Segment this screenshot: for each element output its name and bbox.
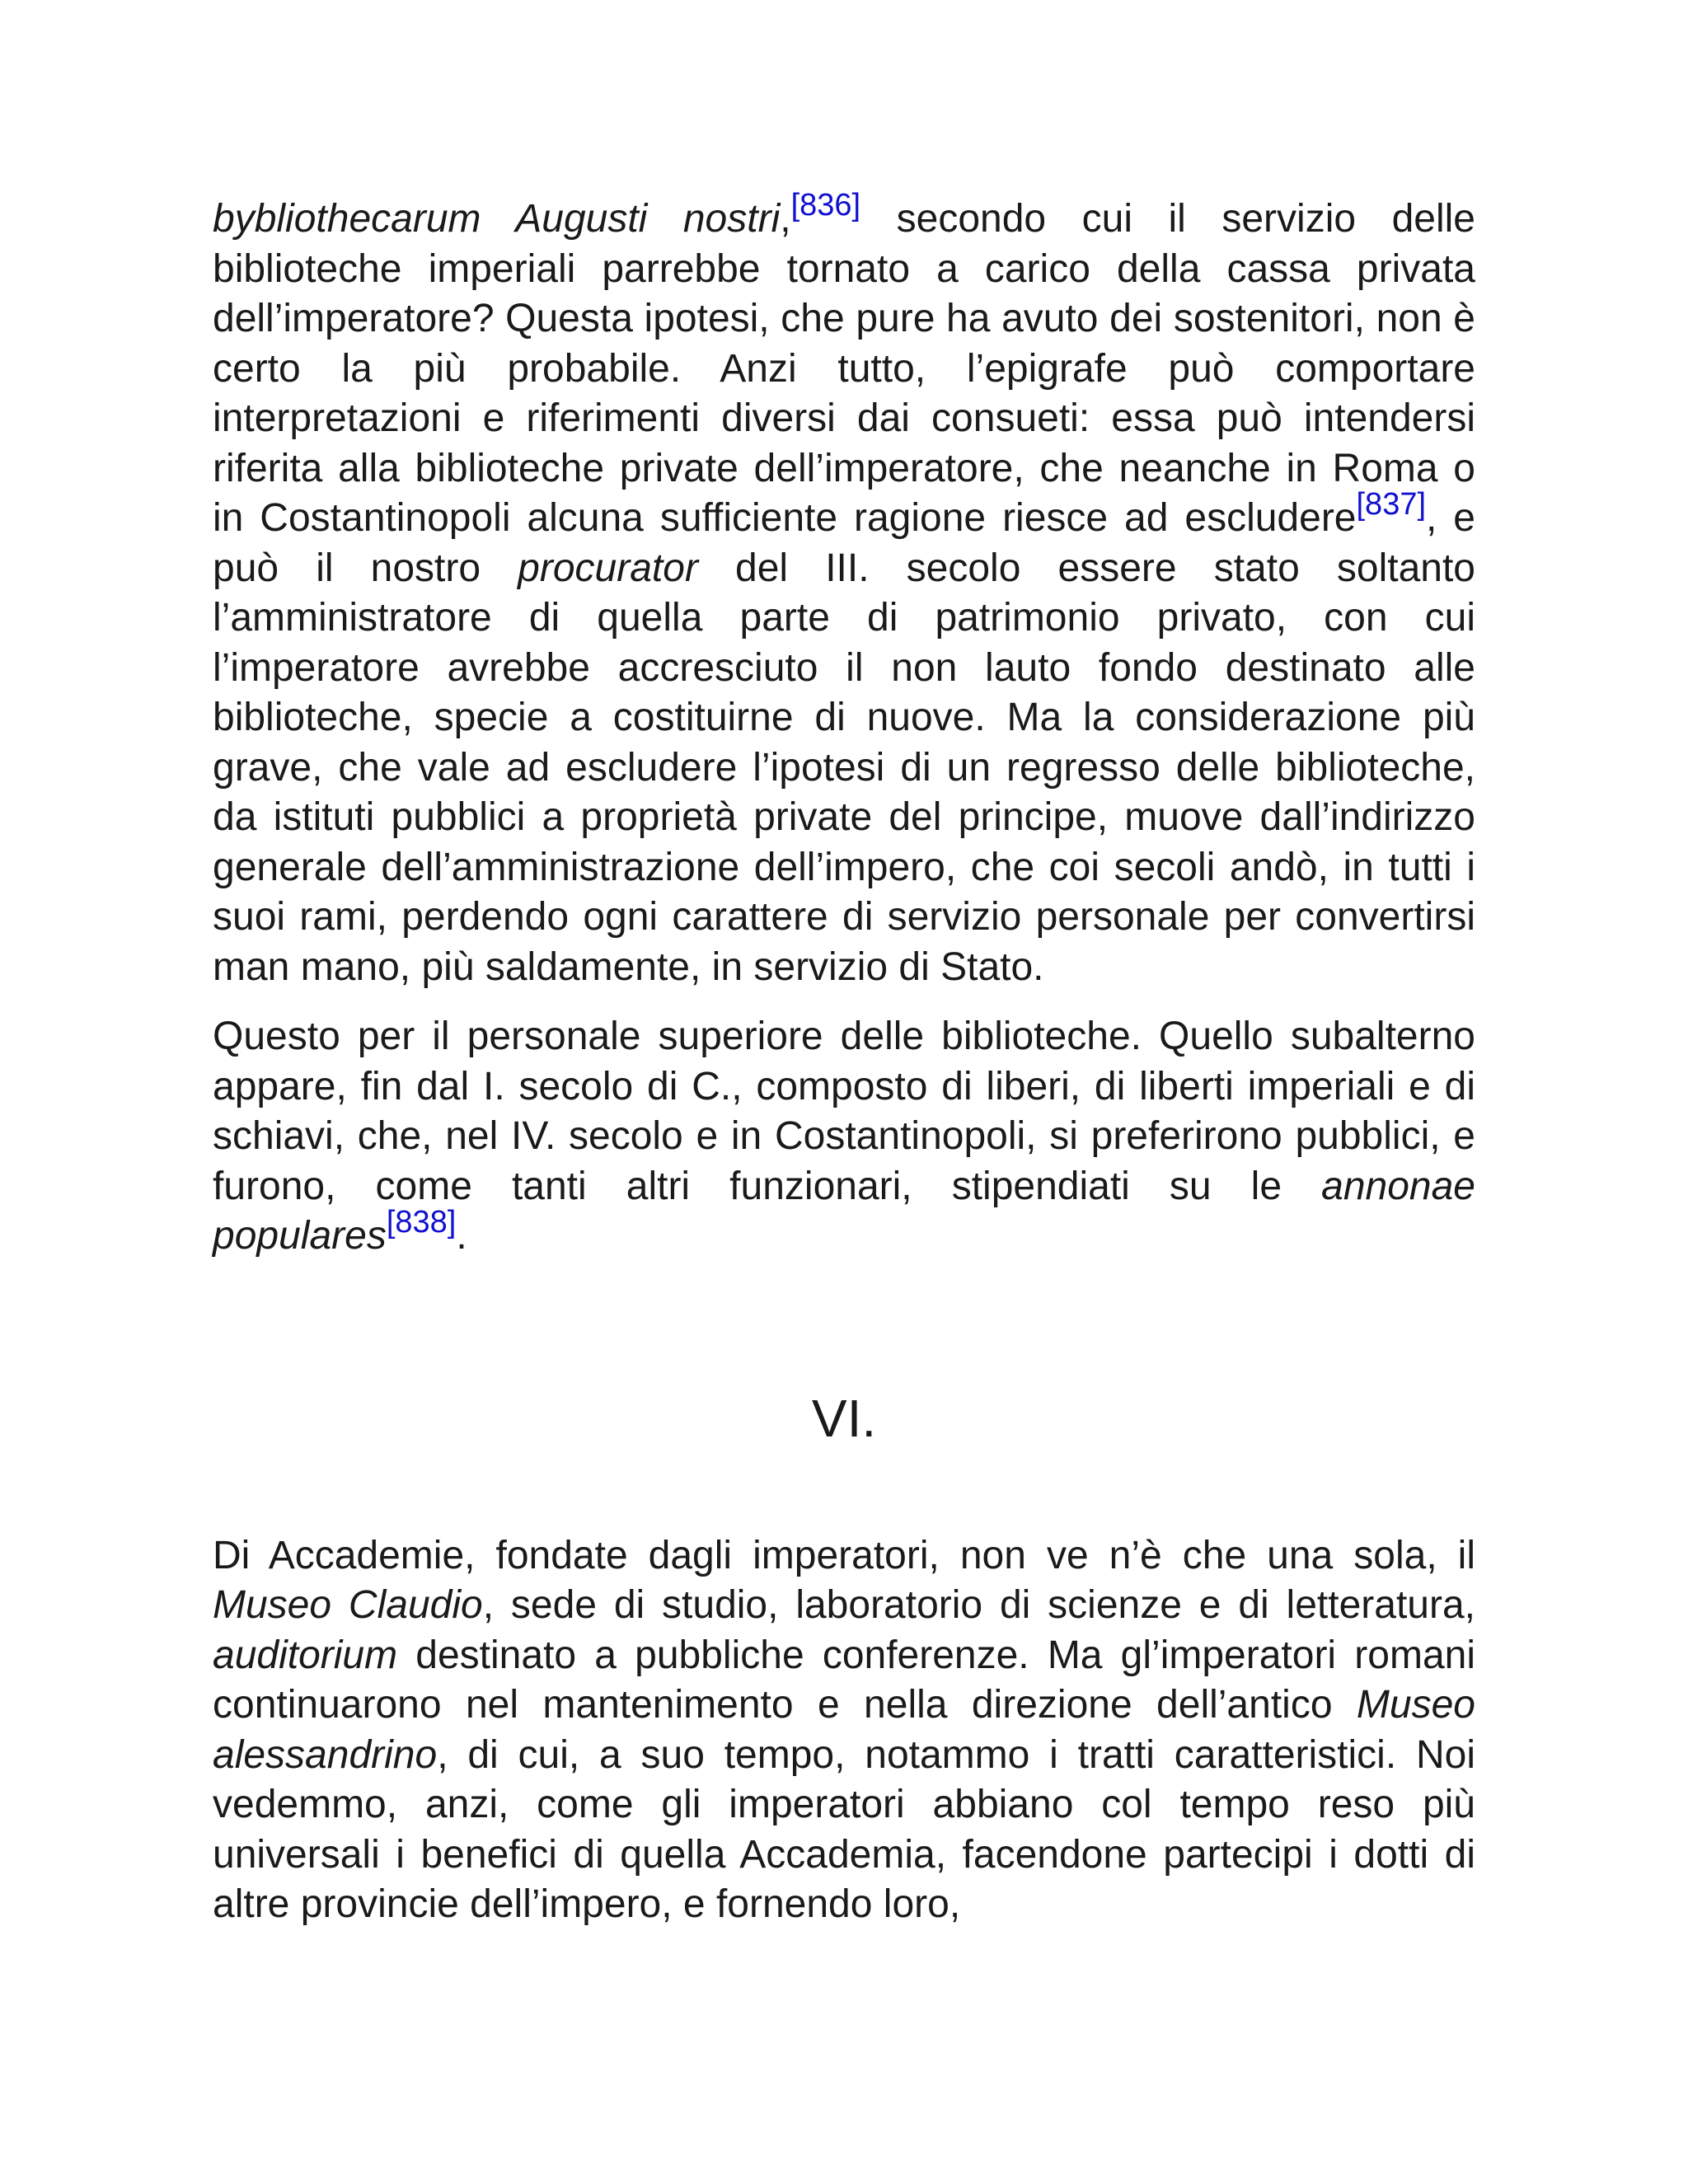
footnote-link[interactable]: [836]	[790, 188, 861, 223]
text-run: , sede di studio, laboratorio di scienze e di letteratura,	[482, 1583, 1475, 1627]
page-content	[213, 188, 1475, 1930]
footnote-link[interactable]: [837]	[1356, 487, 1427, 522]
italic-text: Museo alessandrino	[213, 1683, 1475, 1777]
italic-text: Museo Claudio	[213, 1583, 483, 1627]
text-block	[213, 188, 1475, 1262]
text-run: destinato a pubbliche conferenze. Ma gl’imperatori romani continuarono nel mantenimento e nella direzione dell’antico	[213, 1633, 1475, 1727]
text-run: , e può il nostro	[213, 496, 1475, 590]
text-run: .	[456, 1214, 467, 1258]
italic-text: auditorium	[213, 1633, 398, 1677]
text-run: ,	[780, 197, 791, 241]
text-run: del III. secolo essere stato soltanto l’amministratore di quella parte di patrimonio privato, con cui l’imperatore avrebbe accresciuto il non lauto fondo destinato alle biblioteche, specie a costituirne di nuove. Ma la considerazione più grave, che vale ad escludere l’ipotesi di un regresso delle biblioteche, da istituti pubblici a proprietà private del principe, muove dall’indirizzo generale dell’amministrazione dell’impero, che coi secoli andò, in tutti i suoi rami, perdendo ogni carattere di servizio personale per convertirsi man mano, più saldamente, in servizio di Stato.	[213, 546, 1475, 989]
italic-text: procurator	[518, 546, 698, 590]
text-run: Questo per il personale superiore delle biblioteche. Quello subalterno appare, fin dal I. secolo di C., composto di liberi, di liberti imperiali e di schiavi, che, nel IV. secolo e in Costantinopoli, si preferirono pubblici, e furono, come tanti altri funzionari, stipendiati su le	[213, 1015, 1475, 1208]
section-text-block	[213, 1531, 1475, 1930]
italic-text: annonae populares	[213, 1164, 1475, 1258]
section-heading: VI.	[811, 1388, 877, 1448]
text-run: Di Accademie, fondate dagli imperatori, non ve n’è che una sola, il	[213, 1533, 1475, 1577]
paragraph	[213, 1531, 1475, 1930]
text-run: secondo cui il servizio delle biblioteche imperiali parrebbe tornato a carico della cassa privata dell’imperatore? Questa ipotesi, che pure ha avuto dei sostenitori, non è certo la più probabile. Anzi tutto, l’epigrafe può comportare interpretazioni e riferimenti diversi dai consueti: essa può intendersi riferita alla biblioteche private dell’imperatore, che neanche in Roma o in Costantinopoli alcuna sufficiente ragione riesce ad escludere	[213, 197, 1475, 540]
paragraph	[213, 188, 1475, 992]
text-run: , di cui, a suo tempo, notammo i tratti caratteristici. Noi vedemmo, anzi, come gli imperatori abbiano col tempo reso più universali i benefici di quella Accademia, facendone partecipi i dotti di altre provincie dell’impero, e fornendo loro,	[213, 1732, 1475, 1926]
italic-text: bybliothecarum Augusti nostri	[213, 197, 781, 241]
footnote-link[interactable]: [838]	[386, 1205, 457, 1240]
paragraph	[213, 1012, 1475, 1262]
